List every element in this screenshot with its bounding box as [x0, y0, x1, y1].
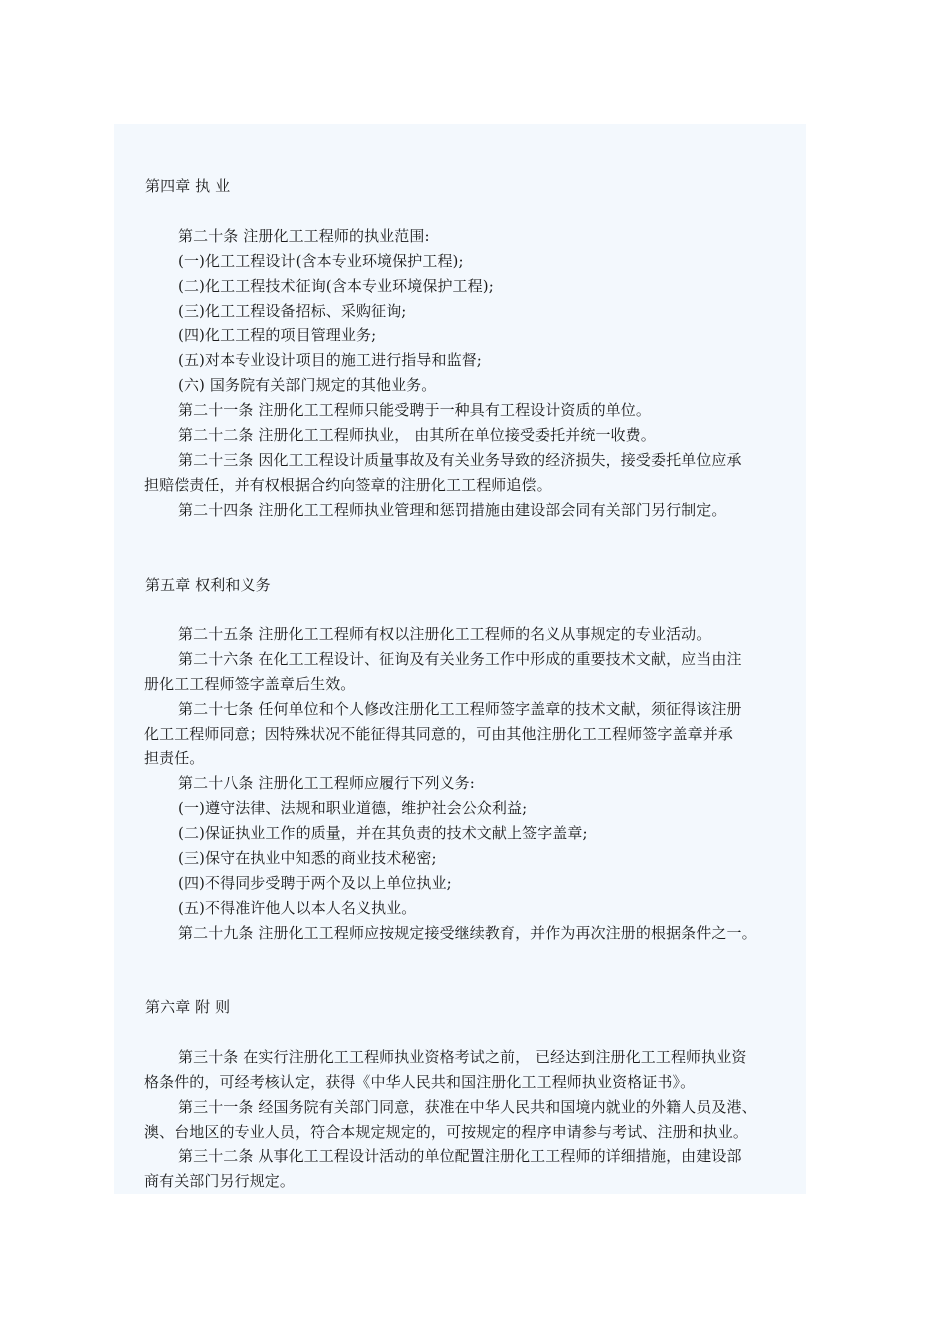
list-item: (二)化工工程技术征询(含本专业环境保护工程); [178, 277, 494, 295]
article-line: 第二十条 注册化工工程师的执业范围: [178, 227, 430, 245]
list-item: (四)不得同步受聘于两个及以上单位执业; [178, 874, 452, 892]
article-line: 第三十条 在实行注册化工工程师执业资格考试之前， 已经达到注册化工工程师执业资 [178, 1048, 747, 1066]
chapter-title: 第六章 附 则 [145, 998, 231, 1016]
list-item: (一)化工工程设计(含本专业环境保护工程); [178, 252, 464, 270]
document-body [114, 124, 806, 1194]
article-line: 第二十一条 注册化工工程师只能受聘于一种具有工程设计资质的单位。 [178, 401, 651, 419]
article-line: 商有关部门另行规定。 [144, 1172, 296, 1190]
article-line: 第二十五条 注册化工工程师有权以注册化工工程师的名义从事规定的专业活动。 [178, 625, 712, 643]
list-item: (三)化工工程设备招标、采购征询; [178, 302, 407, 320]
chapter-title: 第四章 执 业 [145, 177, 231, 195]
article-line: 第二十九条 注册化工工程师应按规定接受继续教育，并作为再次注册的根据条件之一。 [178, 924, 757, 942]
article-line: 册化工工程师签字盖章后生效。 [144, 675, 356, 693]
article-line: 第三十一条 经国务院有关部门同意，获准在中华人民共和国境内就业的外籍人员及港、 [178, 1098, 757, 1116]
article-line: 第二十六条 在化工工程设计、征询及有关业务工作中形成的重要技术文献，应当由注 [178, 650, 742, 668]
article-line: 第二十三条 因化工工程设计质量事故及有关业务导致的经济损失，接受委托单位应承 [178, 451, 742, 469]
article-line: 第二十八条 注册化工工程师应履行下列义务: [178, 774, 475, 792]
article-line: 担赔偿责任，并有权根据合约向签章的注册化工工程师追偿。 [144, 476, 552, 494]
list-item: (五)不得准许他人以本人名义执业。 [178, 899, 417, 917]
list-item: (一)遵守法律、法规和职业道德，维护社会公众利益; [178, 799, 528, 817]
article-line: 第二十二条 注册化工工程师执业， 由其所在单位接受委托并统一收费。 [178, 426, 656, 444]
list-item: (五)对本专业设计项目的施工进行指导和监督; [178, 351, 482, 369]
list-item: (四)化工工程的项目管理业务; [178, 326, 377, 344]
list-item: (二)保证执业工作的质量，并在其负责的技术文献上签字盖章; [178, 824, 588, 842]
chapter-title: 第五章 权利和义务 [145, 576, 271, 594]
article-line: 化工工程师同意；因特殊状况不能征得其同意的，可由其他注册化工工程师签字盖章并承 [144, 725, 733, 743]
article-line: 第二十四条 注册化工工程师执业管理和惩罚措施由建设部会同有关部门另行制定。 [178, 501, 727, 519]
article-line: 担责任。 [144, 749, 205, 767]
list-item: (三)保守在执业中知悉的商业技术秘密; [178, 849, 437, 867]
article-line: 格条件的，可经考核认定，获得《中华人民共和国注册化工工程师执业资格证书》。 [144, 1073, 696, 1091]
article-line: 第三十二条 从事化工工程设计活动的单位配置注册化工工程师的详细措施，由建设部 [178, 1147, 742, 1165]
list-item: (六) 国务院有关部门规定的其他业务。 [178, 376, 437, 394]
article-line: 第二十七条 任何单位和个人修改注册化工工程师签字盖章的技术文献，须征得该注册 [178, 700, 742, 718]
article-line: 澳、台地区的专业人员，符合本规定规定的，可按规定的程序申请参与考试、注册和执业。 [144, 1123, 749, 1141]
